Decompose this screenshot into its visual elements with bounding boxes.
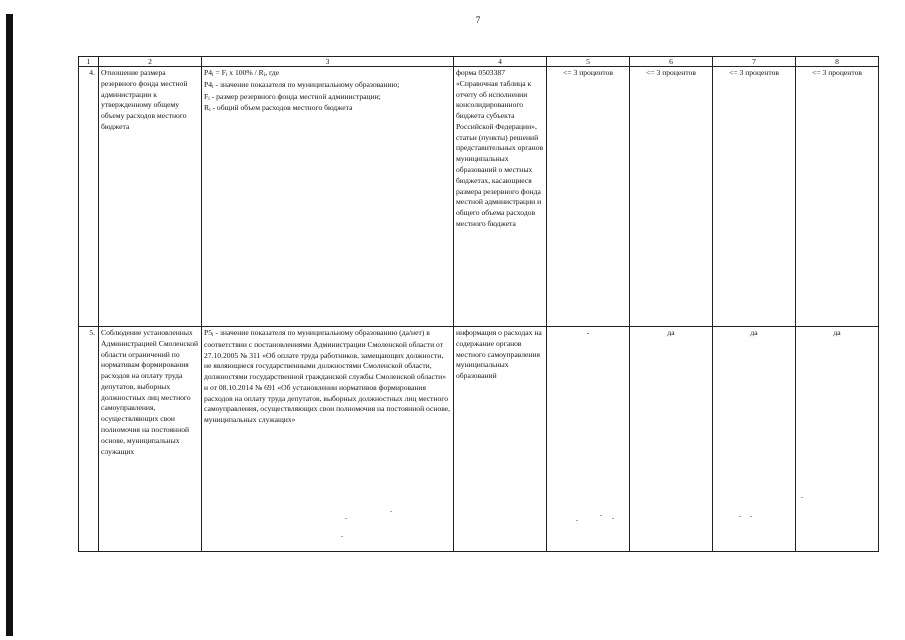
scan-speck [600,515,602,516]
row-number: 5. [79,327,99,552]
table-header [79,57,879,67]
formula-subscript: i [212,83,214,90]
header-cell-6: 6 [630,57,713,67]
table-row [79,67,879,327]
formula-subscript: i [225,72,228,78]
formula-definition [204,92,451,104]
formula-variable: R [204,103,210,113]
scan-speck [739,516,741,517]
scan-speck [612,518,614,519]
formula-eq: = F [213,68,226,77]
indicator-name: Отношение размера резервного фонда местной администрации к утвержденному общему объему расходов местного бюджета [99,67,202,327]
formula-definition [204,80,451,92]
data-source: информация о расходах на содержание органов местного самоуправления муниципальных образований [454,327,547,552]
header-cell-2: 2 [99,57,202,67]
formula-subscript: i [212,72,214,78]
row-number: 4. [79,67,99,327]
indicator-formula [202,327,454,552]
header-cell-3: 3 [202,57,454,67]
value-col-5: <= 3 процентов [547,67,630,327]
formula-lhs: P4 [204,68,213,77]
formula-definition-text: - значение показателя по муниципальному образованию (да/нет) в соответствии с постановлениями Администрации Смоленской области от 27.10.2005 № 311 «Об оплате труда работников, замещающих должности, не являющиеся государственными должностями Смоленской области, должностями государственной гражданской службы Смоленской области» и от 08.10.2014 № 691 «Об установлении нормативов формирования расходов на оплату труда депутатов, выборных должностных лиц местного самоуправления, осуществляющих свои полномочия на постоянной основе, муниципальных служащих» [204,328,451,425]
value-col-7: <= 3 процентов [713,67,796,327]
value-col-5: - [547,327,630,552]
page-number: 7 [475,15,481,25]
formula-subscript: i [263,72,266,78]
value-col-6: да [630,327,713,552]
formula-variable: P4 [204,79,213,89]
formula-subscript: i [208,95,210,102]
value-col-8: да [796,327,879,552]
formula-definition-text: - значение показателя по муниципальному образованию; [213,79,400,89]
scan-speck [341,536,343,537]
value-col-6: <= 3 процентов [630,67,713,327]
formula-line [204,68,451,80]
formula-variable: P5 [204,328,213,337]
formula-mid: x 100% / R [227,68,264,77]
formula-subscript: i [212,332,214,338]
scan-speck [801,497,803,498]
scan-speck [390,511,392,512]
formula-definition [204,103,451,115]
formula-subscript: i [209,107,211,114]
formula-definition-text: - размер резервного фонда местной администрации; [209,91,381,101]
value-col-7: да [713,327,796,552]
binding-edge [6,14,13,636]
formula-definition-text: - общий объем расходов местного бюджета [210,103,353,113]
indicators-table [78,56,879,552]
header-cell-4: 4 [454,57,547,67]
value-col-8: <= 3 процентов [796,67,879,327]
indicator-formula [202,67,454,327]
formula-tail: , где [265,68,280,77]
header-cell-8: 8 [796,57,879,67]
header-cell-7: 7 [713,57,796,67]
header-cell-5: 5 [547,57,630,67]
header-cell-1: 1 [79,57,99,67]
indicator-name: Соблюдение установленных Администрацией Смоленской области ограничений по нормативам формирования расходов на оплату труда депутатов, выборных должностных лиц местного самоуправления, осуществляющих свои полномочия на постоянной основе, муниципальных служащих [99,327,202,552]
scan-speck [576,520,578,521]
scan-speck [345,518,347,519]
formula-variable: F [204,91,209,101]
scan-speck [750,516,752,517]
table-row [79,327,879,552]
data-source: форма 0503387 «Справочная таблица к отчету об исполнении консолидированного бюджета субъекта Российской Федерации», статьи (пункты) решений представительных органов муниципальных образований о местных бюджетах, касающиеся размера резервного фонда местной администрации и общего объема расходов местного бюджета [454,67,547,327]
